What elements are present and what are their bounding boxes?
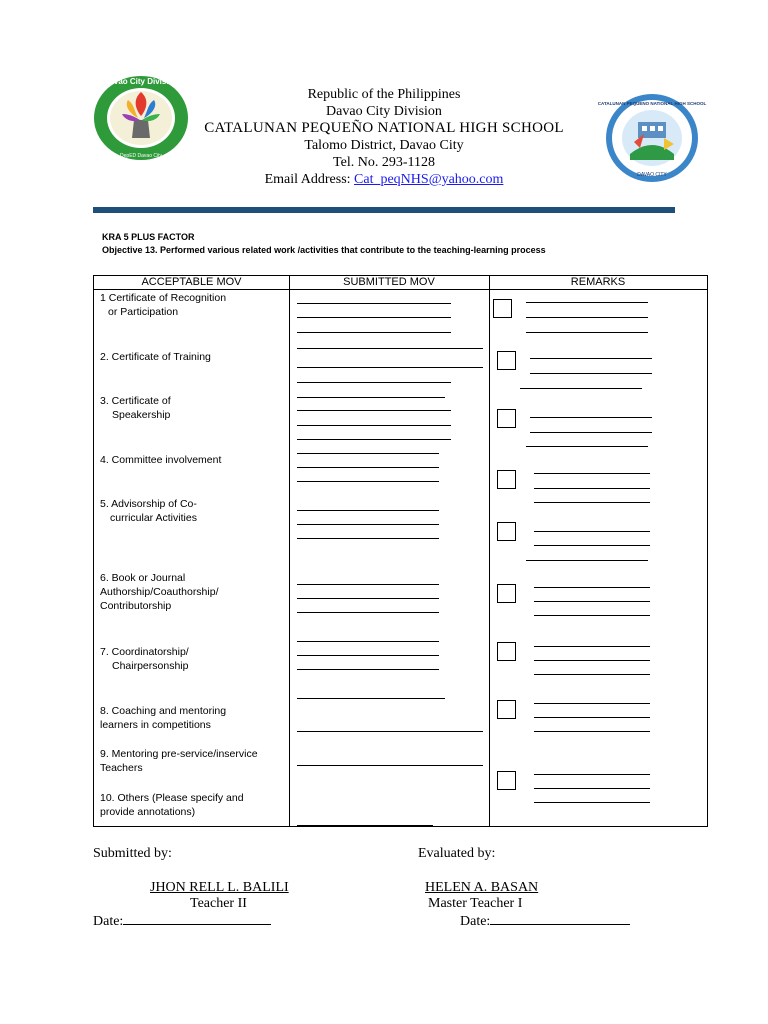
mov-item-6 (100, 571, 219, 613)
remarks-checkbox[interactable] (497, 351, 516, 370)
remarks-blank[interactable] (530, 432, 652, 433)
header-row-divider (94, 289, 707, 290)
mov-item-line: 6. Book or Journal (100, 572, 186, 584)
column-header-remarks: REMARKS (570, 276, 626, 288)
submitted-mov-blank[interactable] (297, 825, 433, 826)
submitted-by-label: Submitted by: (93, 846, 172, 861)
submitted-mov-blank[interactable] (297, 425, 451, 426)
remarks-blank[interactable] (526, 560, 648, 561)
column-divider (289, 276, 290, 826)
submitted-mov-blank[interactable] (297, 612, 439, 613)
remarks-blank[interactable] (526, 446, 648, 447)
mov-item-line: or Participation (108, 306, 179, 318)
mov-item-line: 10. Others (Please specify and (100, 792, 244, 804)
remarks-blank[interactable] (534, 717, 650, 718)
column-header-acceptable-mov: ACCEPTABLE MOV (141, 276, 242, 288)
submitter-date-field[interactable] (123, 912, 271, 925)
submitted-mov-blank[interactable] (297, 382, 451, 383)
mov-item-2 (100, 350, 211, 364)
remarks-checkbox[interactable] (497, 642, 516, 661)
svg-text:DepED Davao City: DepED Davao City (120, 153, 162, 159)
mov-item-line: 9. Mentoring pre-service/inservice (100, 748, 258, 760)
remarks-blank[interactable] (530, 417, 652, 418)
remarks-blank[interactable] (530, 358, 652, 359)
submitted-mov-blank[interactable] (297, 303, 451, 304)
mov-item-line: 8. Coaching and mentoring (100, 705, 227, 717)
submitted-mov-blank[interactable] (297, 524, 439, 525)
evaluator-date-row (460, 912, 630, 930)
remarks-blank[interactable] (534, 703, 650, 704)
date-label: Date: (460, 914, 491, 929)
submitted-mov-blank[interactable] (297, 538, 439, 539)
mov-item-line: Speakership (112, 409, 171, 421)
mov-item-4 (100, 453, 221, 467)
mov-item-3 (100, 394, 171, 422)
remarks-blank[interactable] (526, 317, 648, 318)
remarks-blank[interactable] (526, 302, 648, 303)
svg-text:Davao City Division: Davao City Division (103, 77, 179, 86)
submitted-mov-blank[interactable] (297, 453, 439, 454)
submitted-mov-blank[interactable] (297, 348, 483, 349)
submitted-mov-blank[interactable] (297, 655, 439, 656)
header-divider-bar (93, 207, 675, 213)
evaluator-name: HELEN A. BASAN (425, 880, 539, 895)
remarks-blank[interactable] (534, 731, 650, 732)
header-telephone: Tel. No. 293-1128 (333, 155, 435, 170)
email-label: Email Address: (264, 172, 355, 187)
submitted-mov-blank[interactable] (297, 367, 483, 368)
mov-item-line: provide annotations) (100, 806, 196, 818)
evaluator-date-field[interactable] (490, 912, 630, 925)
email-link[interactable]: Cat_peqNHS@yahoo.com (354, 172, 504, 187)
mov-item-line: 5. Advisorship of Co- (100, 498, 197, 510)
division-seal-logo (92, 74, 190, 162)
header-republic: Republic of the Philippines (307, 87, 461, 102)
mov-item-9 (100, 747, 258, 775)
svg-text:CATALUNAN PEQUENO NATIONAL HIG: CATALUNAN PEQUENO NATIONAL HIGH SCHOOL (597, 101, 707, 106)
submitted-mov-blank[interactable] (297, 698, 445, 699)
remarks-blank[interactable] (534, 473, 650, 474)
submitted-mov-blank[interactable] (297, 397, 445, 398)
evaluator-title: Master Teacher I (428, 896, 523, 911)
school-seal-logo (597, 92, 707, 184)
remarks-checkbox[interactable] (497, 409, 516, 428)
mov-table (93, 275, 708, 827)
header-school-name: CATALUNAN PEQUEÑO NATIONAL HIGH SCHOOL (204, 120, 564, 136)
mov-item-8 (100, 704, 226, 732)
mov-item-line: 1 Certificate of Recognition (100, 292, 227, 304)
submitted-mov-blank[interactable] (297, 410, 451, 411)
remarks-checkbox[interactable] (497, 584, 516, 603)
submitted-mov-blank[interactable] (297, 467, 439, 468)
mov-item-line: 2. Certificate of Training (100, 351, 211, 363)
mov-item-line: Chairpersonship (112, 660, 189, 672)
header-division: Davao City Division (326, 104, 442, 119)
submitted-mov-blank[interactable] (297, 317, 451, 318)
remarks-blank[interactable] (534, 502, 650, 503)
svg-text:DAVAO CITY: DAVAO CITY (637, 172, 667, 178)
submitted-mov-blank[interactable] (297, 510, 439, 511)
submitter-name: JHON RELL L. BALILI (150, 880, 289, 895)
submitted-mov-blank[interactable] (297, 439, 451, 440)
header-district: Talomo District, Davao City (304, 138, 464, 153)
letterhead (190, 86, 578, 188)
mov-item-10 (100, 791, 244, 819)
submitted-mov-blank[interactable] (297, 481, 439, 482)
submitted-mov-blank[interactable] (297, 641, 439, 642)
column-divider (489, 276, 490, 826)
submitter-title: Teacher II (190, 896, 247, 911)
remarks-blank[interactable] (534, 660, 650, 661)
submitter-date-row (93, 912, 271, 930)
mov-item-line: Contributorship (100, 600, 172, 612)
submitted-mov-blank[interactable] (297, 598, 439, 599)
mov-item-5 (100, 497, 197, 525)
mov-item-line: Authorship/Coauthorship/ (100, 586, 219, 598)
remarks-blank[interactable] (534, 601, 650, 602)
remarks-blank[interactable] (534, 788, 650, 789)
remarks-checkbox[interactable] (493, 299, 512, 318)
remarks-blank[interactable] (534, 774, 650, 775)
remarks-blank[interactable] (534, 615, 650, 616)
evaluated-by-label: Evaluated by: (418, 846, 496, 861)
objective-text: Objective 13. Performed various related work /activities that contribute to the teaching-learning process (102, 245, 546, 255)
submitted-mov-blank[interactable] (297, 669, 439, 670)
remarks-blank[interactable] (520, 388, 642, 389)
remarks-blank[interactable] (534, 674, 650, 675)
mov-item-line: learners in competitions (100, 719, 211, 731)
mov-item-line: curricular Activities (110, 512, 197, 524)
submitted-mov-blank[interactable] (297, 584, 439, 585)
mov-item-7 (100, 645, 189, 673)
submitted-mov-blank[interactable] (297, 332, 451, 333)
remarks-blank[interactable] (534, 646, 650, 647)
mov-item-line: 7. Coordinatorship/ (100, 646, 189, 658)
column-header-submitted-mov: SUBMITTED MOV (343, 276, 435, 288)
remarks-blank[interactable] (534, 531, 650, 532)
remarks-blank[interactable] (534, 802, 650, 803)
header-email-row (190, 171, 578, 188)
submitted-mov-blank[interactable] (297, 731, 483, 732)
remarks-checkbox[interactable] (497, 700, 516, 719)
remarks-checkbox[interactable] (497, 522, 516, 541)
mov-item-line: Teachers (100, 762, 143, 774)
remarks-blank[interactable] (534, 488, 650, 489)
submitted-mov-blank[interactable] (297, 765, 483, 766)
remarks-checkbox[interactable] (497, 771, 516, 790)
mov-item-line: 4. Committee involvement (100, 454, 222, 466)
kra-title: KRA 5 PLUS FACTOR (102, 232, 195, 242)
remarks-blank[interactable] (526, 332, 648, 333)
mov-item-1 (100, 291, 226, 319)
mov-item-line: 3. Certificate of (100, 395, 171, 407)
remarks-blank[interactable] (530, 373, 652, 374)
remarks-blank[interactable] (534, 545, 650, 546)
remarks-blank[interactable] (534, 587, 650, 588)
remarks-checkbox[interactable] (497, 470, 516, 489)
date-label: Date: (93, 914, 124, 929)
